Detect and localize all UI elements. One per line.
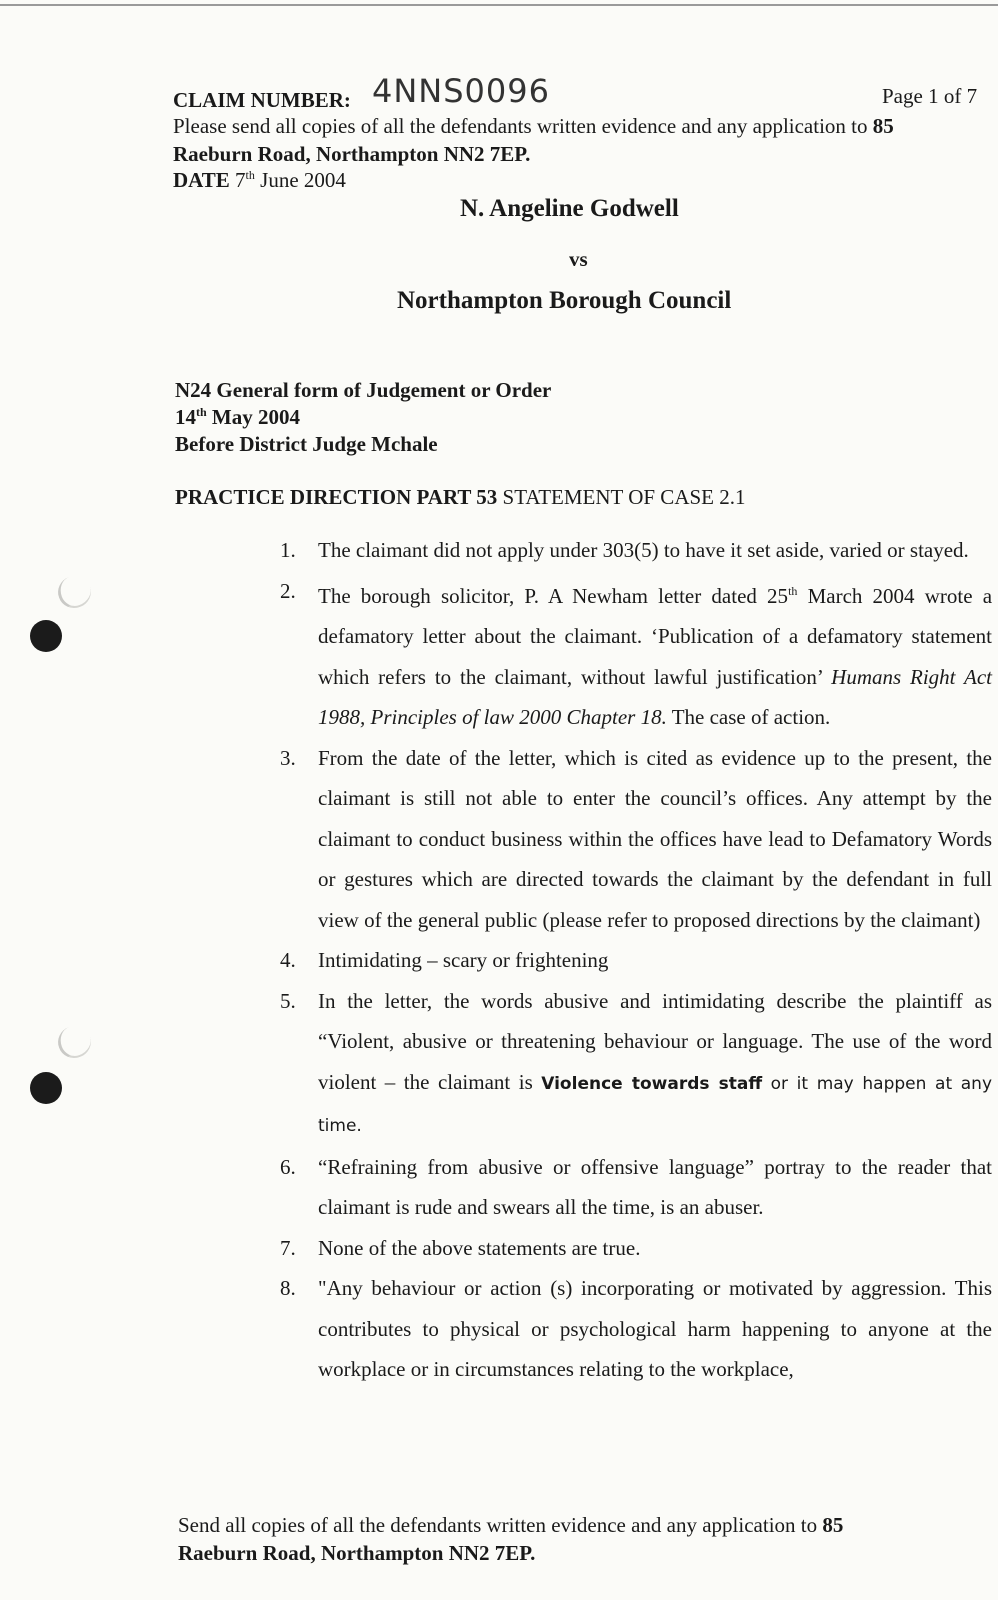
send-instruction-number: 85 (872, 114, 894, 138)
item-number: 8. (280, 1276, 296, 1300)
punch-hole-shadow-bottom (54, 1021, 96, 1062)
item-text: From the date of the letter, which is cited as evidence up to the present, the claimant is still not able to enter the council’s offices. Any attempt by the claimant to conduct business within the offices have lead to Defamatory Words or gestures which are directed towards the claimant by the defendant in full view of the general public (please refer to proposed directions by the claimant) (318, 745, 992, 932)
list-item (280, 1228, 992, 1269)
item-number: 2. (280, 578, 296, 603)
item-sup: th (788, 583, 798, 598)
list-item (280, 571, 992, 738)
list-item (280, 981, 992, 1147)
practice-direction-bold: PRACTICE DIRECTION PART 53 (175, 485, 498, 509)
date-day: 7 (235, 168, 246, 192)
list-item (280, 940, 992, 981)
list-item (280, 738, 992, 941)
footer-address: Raeburn Road, Northampton NN2 7EP. (178, 1541, 536, 1565)
item-number: 7. (280, 1235, 296, 1260)
punch-hole-top (30, 620, 62, 652)
list-item (280, 1147, 992, 1228)
item-text: None of the above statements are true. (318, 1235, 641, 1260)
item-text: “Refraining from abusive or offensive language” portray to the reader that claimant is rude and swears all the time, is an abuser. (318, 1154, 992, 1219)
date-rest: June 2004 (260, 168, 346, 192)
punch-hole-shadow-top (54, 571, 96, 612)
item-text: The claimant did not apply under 303(5) to have it set aside, varied or stayed. (318, 538, 969, 562)
item-text: "Any behaviour or action (s) incorporating or motivated by aggression. This contributes to physical or psychological harm happening to anyone at the workplace or in circumstances relating to the workplace, (318, 1276, 992, 1381)
order-date-suffix: th (196, 405, 207, 419)
claim-number-label: CLAIM NUMBER: (173, 88, 351, 112)
page-indicator: Page 1 of 7 (882, 84, 978, 108)
item-text: Intimidating – scary or frightening (318, 948, 609, 972)
order-date-day: 14 (175, 405, 196, 429)
order-judge: Before District Judge Mchale (175, 432, 438, 456)
order-date-rest: May 2004 (211, 405, 300, 429)
punch-hole-bottom (30, 1072, 62, 1104)
versus-label: vs (569, 247, 588, 271)
item-text: The case of action. (671, 705, 831, 729)
practice-direction-rest: STATEMENT OF CASE 2.1 (502, 485, 746, 509)
order-form-title: N24 General form of Judgement or Order (175, 378, 552, 402)
claim-number-handwritten: 4NNS0096 (372, 72, 550, 110)
item-citation: Humans Right Act 1988, Principles of law 2000 Chapter 18. (318, 664, 992, 729)
item-text: In the letter, the words abusive and intimidating describe the plaintiff as “Violent, abusive or threatening behaviour or language. The use of the word violent – the claimant is (318, 988, 992, 1094)
item-text: March 2004 wrote a defamatory letter about the claimant. ‘Publication of a defamatory statement which refers to the claimant, without lawful justification’ (318, 583, 993, 689)
list-item (280, 1268, 992, 1390)
order-date (175, 405, 300, 430)
item-number: 6. (280, 1154, 296, 1179)
item-text: or it may happen at any time. (318, 1073, 993, 1136)
practice-direction-heading (175, 485, 746, 510)
footer-send-instruction (178, 1513, 843, 1538)
item-number: 4. (280, 948, 296, 972)
item-number: 5. (280, 988, 296, 1013)
defendant-name: Northampton Borough Council (397, 287, 732, 314)
claimant-name: N. Angeline Godwell (460, 195, 679, 222)
date-suffix: th (245, 168, 255, 182)
footer-send-number: 85 (822, 1513, 844, 1537)
document-date (173, 168, 346, 193)
send-instruction-text: Please send all copies of all the defendants written evidence and any application to (173, 114, 868, 138)
date-label: DATE (173, 168, 230, 192)
send-address: Raeburn Road, Northampton NN2 7EP. (173, 142, 531, 166)
top-edge-line (0, 4, 998, 6)
item-number: 1. (280, 538, 296, 562)
footer-send-text: Send all copies of all the defendants written evidence and any application to (178, 1513, 818, 1537)
item-number: 3. (280, 745, 296, 770)
list-item (280, 530, 992, 571)
item-emphasis: Violence towards staff (541, 1073, 763, 1094)
item-text: The borough solicitor, P. A Newham letter dated 25 (318, 583, 789, 608)
statement-list (280, 530, 992, 1390)
send-instruction (173, 114, 894, 139)
